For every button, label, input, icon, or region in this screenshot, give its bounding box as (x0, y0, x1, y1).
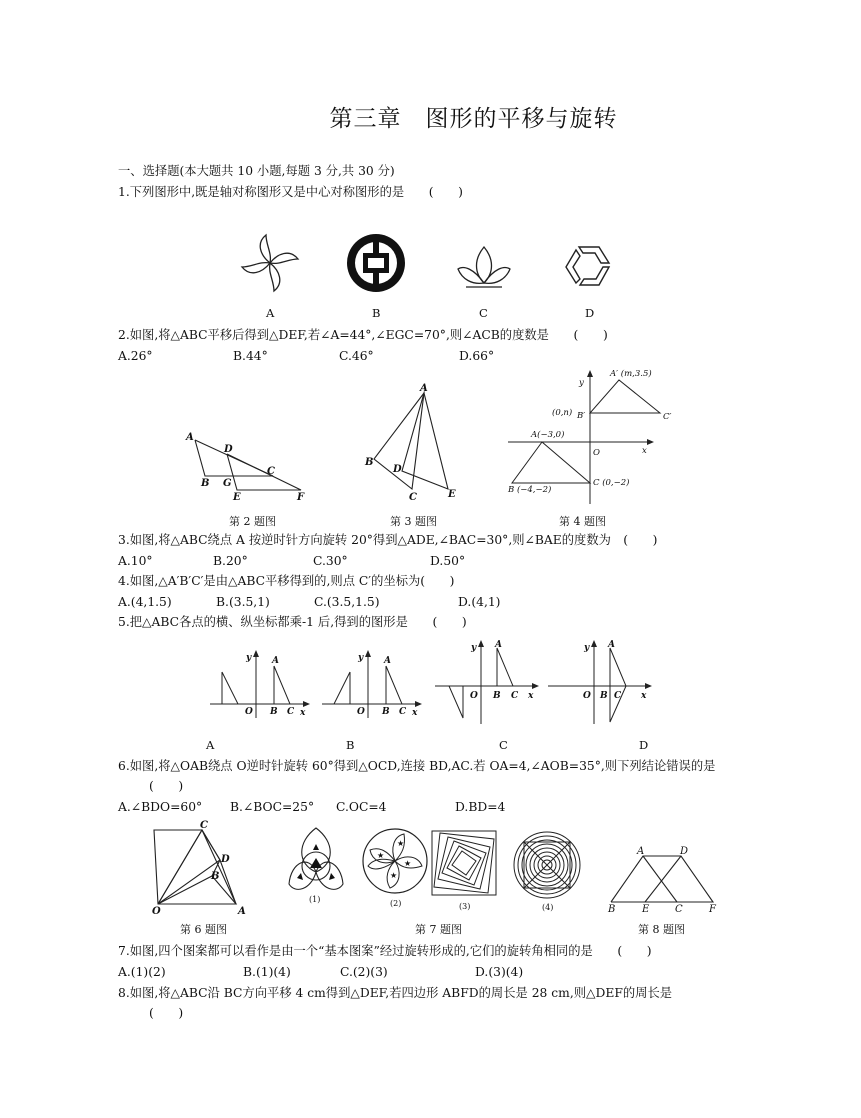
q5-option-c[interactable]: C (499, 738, 508, 752)
q1-option-b[interactable]: B (372, 306, 381, 320)
q1-figure-a (240, 233, 300, 293)
fig4-label-o: O (593, 448, 600, 458)
fig8-label-f: F (709, 904, 716, 915)
question-8-bracket: ( ) (149, 1006, 184, 1020)
question-8: 8.如图,将△ABC沿 BC方向平移 4 cm得到△DEF,若四边形 ABFD的周长是 28 cm,则△DEF的周长是 (118, 986, 673, 1000)
q1-option-d[interactable]: D (585, 306, 595, 320)
q5c-label-b: B (493, 691, 501, 701)
page-title: 第三章 图形的平移与旋转 (329, 106, 618, 132)
q5d-label-y: y (584, 643, 590, 653)
q6-option-b[interactable]: B.∠BOC=25° (230, 800, 315, 814)
q5a-label-a: A (272, 656, 279, 666)
q1-figure-b (346, 233, 406, 293)
question-3: 3.如图,将△ABC绕点 A 按逆时针方向旋转 20°得到△ADE,∠BAC=30°,则∠BAE的度数为 ( ) (118, 533, 658, 547)
q7-option-c[interactable]: C.(2)(3) (340, 965, 388, 979)
q3-option-c[interactable]: C.30° (313, 554, 348, 568)
question-6-bracket: ( ) (149, 779, 184, 793)
q5a-label-o: O (245, 707, 253, 717)
figure-4 (502, 368, 674, 504)
fig4-label-c-prime: C′ (663, 412, 672, 422)
figure-7-pattern-4 (510, 830, 584, 910)
svg-text:★: ★ (404, 859, 412, 868)
fig2-label-e: E (233, 492, 241, 503)
q5b-label-o: O (357, 707, 365, 717)
question-2: 2.如图,将△ABC平移后得到△DEF,若∠A=44°,∠EGC=70°,则∠ACB的度数是 ( ) (118, 328, 608, 342)
figure-2-caption: 第 2 题图 (229, 515, 276, 528)
q5c-label-o: O (470, 691, 478, 701)
fig6-label-o: O (152, 906, 161, 917)
fig4-label-c: C (0,−2) (593, 478, 630, 488)
fig8-label-e: E (642, 904, 650, 915)
figure-7-pattern-1 (283, 824, 349, 904)
figure-3 (362, 383, 462, 503)
q5c-label-y: y (471, 643, 477, 653)
figure-7-pattern-3 (430, 829, 500, 909)
svg-text:★: ★ (377, 851, 385, 860)
q5-option-a[interactable]: A (206, 738, 215, 752)
fig4-label-a: A(−3,0) (531, 430, 565, 440)
fig8-label-b: B (608, 904, 616, 915)
fig2-label-b: B (201, 478, 210, 489)
fig6-label-a: A (238, 906, 246, 917)
q5-figure-d (548, 638, 660, 724)
q5d-label-o: O (583, 691, 591, 701)
q2-option-b[interactable]: B.44° (233, 349, 268, 363)
q5c-label-c: C (511, 691, 519, 701)
q5-figure-b (322, 648, 422, 720)
fig7-label-3: (3) (459, 902, 471, 911)
q6-option-a[interactable]: A.∠BDO=60° (118, 800, 203, 814)
figure-2 (183, 428, 313, 504)
question-6: 6.如图,将△OAB绕点 O逆时针旋转 60°得到△OCD,连接 BD,AC.若 OA=4,∠AOB=35°,则下列结论错误的是 (118, 759, 716, 773)
fig4-label-0n: (0,n) (552, 408, 573, 418)
q5d-label-b: B (600, 691, 608, 701)
fig2-label-c: C (267, 466, 275, 477)
q5c-label-a: A (495, 640, 502, 650)
q5b-label-a: A (384, 656, 391, 666)
q5b-label-x: x (412, 708, 418, 718)
q5-option-d[interactable]: D (639, 738, 649, 752)
q4-option-b[interactable]: B.(3.5,1) (216, 595, 270, 609)
fig4-label-b-prime: B′ (577, 411, 586, 421)
q3-option-d[interactable]: D.50° (430, 554, 466, 568)
figure-8-caption: 第 8 题图 (638, 923, 685, 936)
svg-text:★: ★ (390, 871, 398, 880)
q7-option-d[interactable]: D.(3)(4) (475, 965, 524, 979)
fig4-label-y: y (579, 378, 584, 388)
q4-option-c[interactable]: C.(3.5,1.5) (314, 595, 380, 609)
q5d-label-c: C (614, 691, 622, 701)
figure-8 (605, 848, 721, 914)
fig3-label-e: E (448, 489, 456, 500)
q5-option-b[interactable]: B (346, 738, 355, 752)
q3-option-b[interactable]: B.20° (213, 554, 248, 568)
q1-figure-c (456, 243, 512, 293)
figure-4-caption: 第 4 题图 (559, 515, 606, 528)
q7-option-b[interactable]: B.(1)(4) (243, 965, 291, 979)
fig6-label-b: B (211, 871, 220, 882)
q5a-label-x: x (300, 708, 306, 718)
fig4-label-x: x (642, 446, 647, 456)
section-heading: 一、选择题(本大题共 10 小题,每题 3 分,共 30 分) (118, 164, 395, 178)
question-4: 4.如图,△A′B′C′是由△ABC平移得到的,则点 C′的坐标为( ) (118, 574, 455, 588)
fig2-label-d: D (224, 444, 233, 455)
svg-text:★: ★ (397, 839, 405, 848)
q2-option-d[interactable]: D.66° (459, 349, 495, 363)
q5-figure-a (210, 648, 310, 720)
q1-figure-d (562, 243, 616, 291)
fig3-label-b: B (365, 457, 374, 468)
q4-option-a[interactable]: A.(4,1.5) (118, 595, 172, 609)
q6-option-d[interactable]: D.BD=4 (455, 800, 506, 814)
figure-6 (148, 818, 248, 917)
fig4-label-b: B (−4,−2) (508, 485, 552, 495)
fig7-label-4: (4) (542, 903, 554, 912)
fig8-label-a: A (637, 846, 645, 857)
q1-option-a[interactable]: A (266, 306, 275, 320)
q5a-label-b: B (270, 707, 278, 717)
fig4-label-a-prime: A′ (m,3.5) (610, 369, 652, 379)
question-7: 7.如图,四个图案都可以看作是由一个“基本图案”经过旋转形成的,它们的旋转角相同的是 ( ) (118, 944, 652, 958)
q5-figure-c (435, 638, 545, 724)
q6-option-c[interactable]: C.OC=4 (336, 800, 387, 814)
fig2-label-g: G (223, 478, 232, 489)
q5d-label-a: A (608, 640, 615, 650)
q1-option-c[interactable]: C (479, 306, 488, 320)
fig6-label-d: D (221, 854, 230, 865)
q5a-label-c: C (287, 707, 295, 717)
q5c-label-x: x (528, 691, 534, 701)
fig3-label-a: A (420, 383, 428, 394)
q5b-label-y: y (358, 653, 364, 663)
figure-7-caption: 第 7 题图 (415, 923, 462, 936)
fig7-label-1: (1) (309, 895, 321, 904)
fig8-label-c: C (675, 904, 683, 915)
fig3-label-d: D (393, 464, 402, 475)
q3-option-a[interactable]: A.10° (118, 554, 153, 568)
q5b-label-c: C (399, 707, 407, 717)
fig2-label-f: F (297, 492, 305, 503)
q2-option-c[interactable]: C.46° (339, 349, 374, 363)
fig7-label-2: (2) (390, 899, 402, 908)
question-1: 1.下列图形中,既是轴对称图形又是中心对称图形的是 ( ) (118, 185, 463, 199)
fig6-label-c: C (200, 820, 208, 831)
figure-3-caption: 第 3 题图 (390, 515, 437, 528)
figure-7-pattern-2 (360, 826, 430, 908)
fig3-label-c: C (409, 492, 417, 503)
question-5: 5.把△ABC各点的横、纵坐标都乘-1 后,得到的图形是 ( ) (118, 615, 467, 629)
fig8-label-d: D (680, 846, 689, 857)
q5a-label-y: y (246, 653, 252, 663)
fig2-label-a: A (186, 432, 194, 443)
q2-option-a[interactable]: A.26° (118, 349, 153, 363)
q5b-label-b: B (382, 707, 390, 717)
q4-option-d[interactable]: D.(4,1) (458, 595, 501, 609)
figure-6-caption: 第 6 题图 (180, 923, 227, 936)
q5d-label-x: x (641, 691, 647, 701)
q7-option-a[interactable]: A.(1)(2) (118, 965, 166, 979)
